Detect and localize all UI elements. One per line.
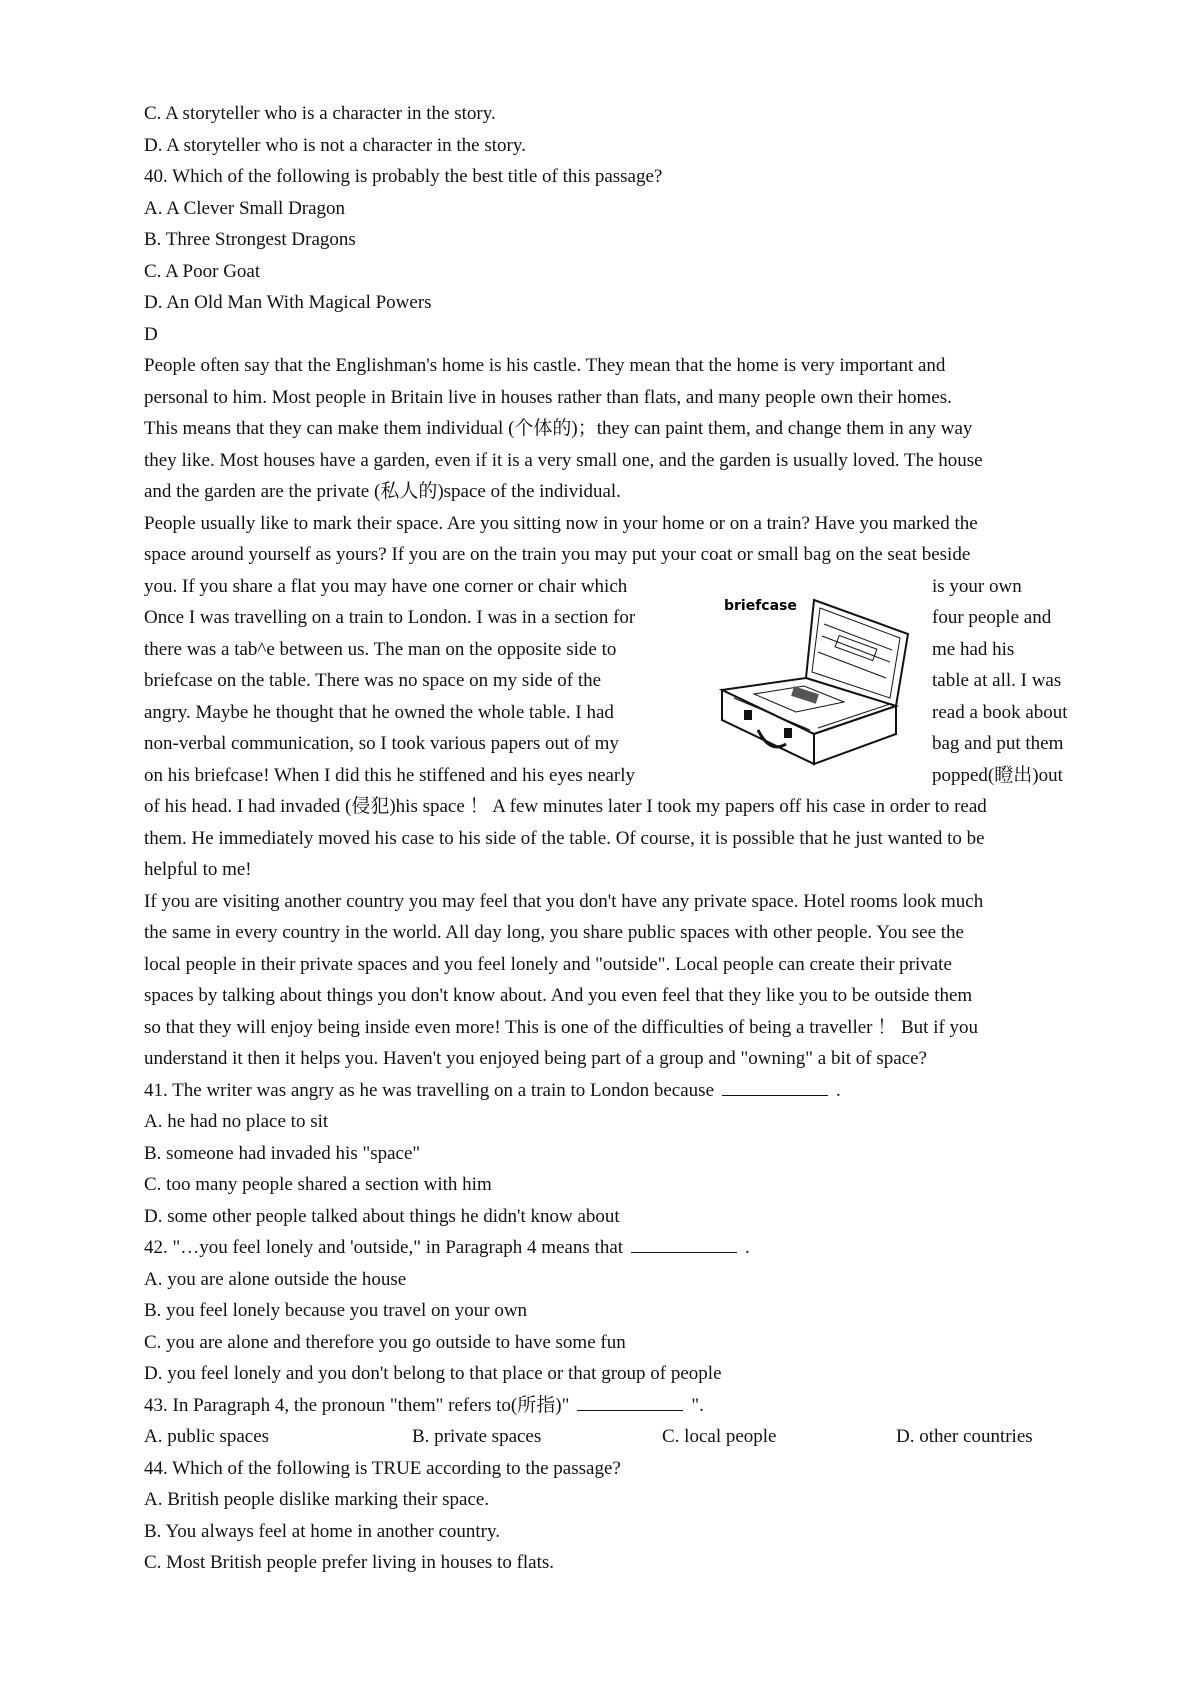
question-42-stem: 42. "…you feel lonely and 'outside," in Paragraph 4 means that	[144, 1237, 624, 1258]
passage-line: People usually like to mark their space. Are you sitting now in your home or on a train? Have you marked the	[144, 513, 978, 534]
passage-d-heading: D	[144, 324, 158, 345]
passage-line: local people in their private spaces and you feel lonely and "outside". Local people can create their private	[144, 954, 952, 975]
passage-wrap-right: read a book about	[932, 702, 1068, 723]
question-44-option-b: B. You always feel at home in another country.	[144, 1521, 500, 1542]
question-41-option-a: A. he had no place to sit	[144, 1111, 329, 1132]
answer-blank	[577, 1392, 683, 1411]
passage-line: This means that they can make them individual (个体的)；they can paint them, and change them in any way	[144, 418, 973, 439]
question-44-option-c: C. Most British people prefer living in houses to flats.	[144, 1552, 555, 1573]
briefcase-label: briefcase	[724, 598, 797, 614]
question-41-option-d: D. some other people talked about things he didn't know about	[144, 1206, 620, 1227]
briefcase-illustration	[714, 594, 916, 780]
passage-line: helpful to me!	[144, 859, 252, 880]
passage-wrap-left: briefcase on the table. There was no space on my side of the	[144, 670, 602, 691]
question-41-stem: 41. The writer was angry as he was travelling on a train to London because	[144, 1080, 714, 1101]
passage-line: so that they will enjoy being inside even more! This is one of the difficulties of being a traveller ！ But if you	[144, 1017, 979, 1038]
passage-wrap-left: there was a tab^e between us. The man on the opposite side to	[144, 639, 617, 660]
question-41-option-c: C. too many people shared a section with him	[144, 1174, 492, 1195]
passage-wrap-right: four people and	[932, 607, 1052, 628]
question-43-option-b: B. private spaces	[412, 1426, 542, 1447]
question-43-option-d: D. other countries	[896, 1426, 1033, 1447]
passage-wrap-right: bag and put them	[932, 733, 1064, 754]
answer-blank	[631, 1234, 737, 1253]
question-41-option-b: B. someone had invaded his "space"	[144, 1143, 421, 1164]
question-41-end: .	[836, 1080, 841, 1101]
question-40-option-d: D. An Old Man With Magical Powers	[144, 292, 432, 313]
option-c-line: C. A storyteller who is a character in the story.	[144, 103, 496, 124]
question-43	[144, 1390, 704, 1422]
question-42-option-a: A. you are alone outside the house	[144, 1269, 407, 1290]
passage-line: of his head. I had invaded (侵犯)his space ！ A few minutes later I took my papers off his case in order to read	[144, 796, 987, 817]
passage-line: them. He immediately moved his case to his side of the table. Of course, it is possible that he just wanted to be	[144, 828, 985, 849]
question-42	[144, 1232, 750, 1264]
question-41	[144, 1075, 841, 1107]
question-42-option-b: B. you feel lonely because you travel on your own	[144, 1300, 528, 1321]
passage-wrap-left: angry. Maybe he thought that he owned the whole table. I had	[144, 702, 614, 723]
passage-line: space around yourself as yours? If you are on the train you may put your coat or small bag on the seat beside	[144, 544, 971, 565]
answer-blank	[722, 1077, 828, 1096]
question-42-option-c: C. you are alone and therefore you go outside to have some fun	[144, 1332, 626, 1353]
question-42-option-d: D. you feel lonely and you don't belong to that place or that group of people	[144, 1363, 722, 1384]
passage-line: If you are visiting another country you may feel that you don't have any private space. Hotel rooms look much	[144, 891, 984, 912]
passage-wrap-left: on his briefcase! When I did this he stiffened and his eyes nearly	[144, 765, 636, 786]
question-40: 40. Which of the following is probably the best title of this passage?	[144, 166, 663, 187]
passage-wrap-right: table at all. I was	[932, 670, 1062, 691]
passage-line: and the garden are the private (私人的)space of the individual.	[144, 481, 621, 502]
question-43-option-c: C. local people	[662, 1426, 777, 1447]
question-43-option-a: A. public spaces	[144, 1426, 270, 1447]
passage-line: they like. Most houses have a garden, even if it is a very small one, and the garden is usually loved. The house	[144, 450, 983, 471]
question-44-option-a: A. British people dislike marking their space.	[144, 1489, 490, 1510]
passage-wrap-right: is your own	[932, 576, 1022, 597]
passage-line: spaces by talking about things you don't know about. And you even feel that they like you to be outside them	[144, 985, 973, 1006]
passage-wrap-left: Once I was travelling on a train to London. I was in a section for	[144, 607, 636, 628]
briefcase-icon	[714, 594, 916, 780]
question-43-end: ".	[691, 1395, 704, 1416]
passage-line: People often say that the Englishman's home is his castle. They mean that the home is very important and	[144, 355, 946, 376]
passage-wrap-left: you. If you share a flat you may have one corner or chair which	[144, 576, 628, 597]
passage-wrap-left: non-verbal communication, so I took various papers out of my	[144, 733, 619, 754]
question-43-stem: 43. In Paragraph 4, the pronoun "them" refers to(所指)"	[144, 1395, 570, 1416]
question-40-option-b: B. Three Strongest Dragons	[144, 229, 356, 250]
passage-line: personal to him. Most people in Britain live in houses rather than flats, and many people own their homes.	[144, 387, 952, 408]
passage-wrap-right: me had his	[932, 639, 1015, 660]
question-40-option-a: A. A Clever Small Dragon	[144, 198, 346, 219]
question-40-option-c: C. A Poor Goat	[144, 261, 261, 282]
passage-wrap-right: popped(瞪出)out	[932, 765, 1063, 786]
option-d-line: D. A storyteller who is not a character in the story.	[144, 135, 526, 156]
passage-line: the same in every country in the world. All day long, you share public spaces with other people. You see the	[144, 922, 964, 943]
question-42-end: .	[745, 1237, 750, 1258]
question-44: 44. Which of the following is TRUE according to the passage?	[144, 1458, 621, 1479]
passage-line: understand it then it helps you. Haven't you enjoyed being part of a group and "owning" a bit of space?	[144, 1048, 927, 1069]
